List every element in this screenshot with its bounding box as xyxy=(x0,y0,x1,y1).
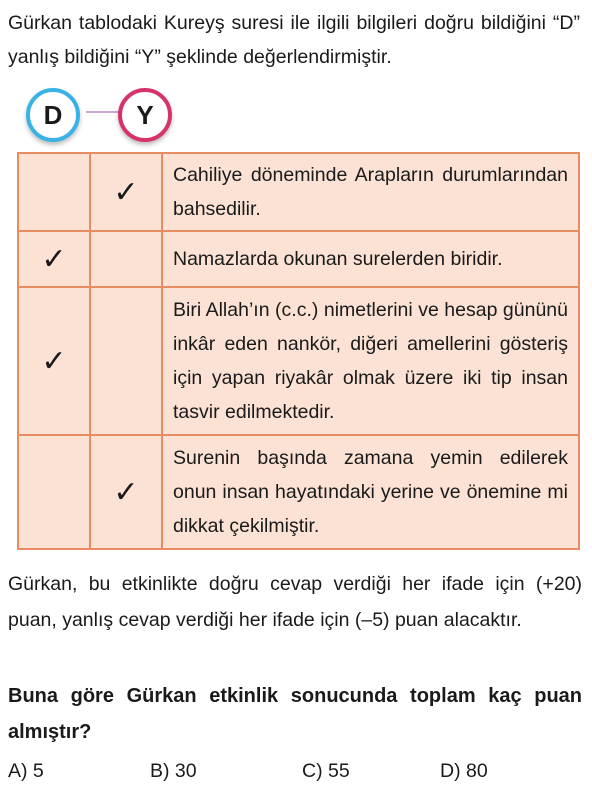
table-row xyxy=(18,231,579,287)
option-d[interactable]: D) 80 xyxy=(440,760,488,782)
d-mark-cell xyxy=(18,435,90,549)
question-prompt: Buna göre Gürkan etkinlik sonucunda toplam kaç puan almıştır? xyxy=(8,685,582,743)
y-mark-cell: ✓ xyxy=(90,435,162,549)
badge-d: D xyxy=(26,88,80,142)
statement-text: Surenin başında zamana yemin edilerek onun insan hayatındaki yerine ve önemine mi dikkat çekilmiştir. xyxy=(162,435,579,549)
d-mark-cell: ✓ xyxy=(18,231,90,287)
d-mark-cell: ✓ xyxy=(18,287,90,435)
option-a[interactable]: A) 5 xyxy=(8,760,44,782)
badge-y: Y xyxy=(118,88,172,142)
y-mark-cell: ✓ xyxy=(90,153,162,231)
table-row xyxy=(18,153,579,231)
d-mark-cell xyxy=(18,153,90,231)
statement-text: Namazlarda okunan surelerden biridir. xyxy=(162,231,579,287)
answer-options xyxy=(8,754,588,788)
y-mark-cell xyxy=(90,231,162,287)
table-row xyxy=(18,287,579,435)
y-mark-cell xyxy=(90,287,162,435)
statements-table xyxy=(17,152,580,550)
statement-text: Cahiliye döneminde Arapların durumlarından bahsedilir. xyxy=(162,153,579,231)
table-row xyxy=(18,435,579,549)
scoring-text: Gürkan, bu etkinlikte doğru cevap verdiği her ifade için (+20) puan, yanlış cevap verdiği her ifade için (–5) puan alacaktır. xyxy=(8,573,582,631)
answer-key-badges xyxy=(22,88,162,144)
option-c[interactable]: C) 55 xyxy=(302,760,350,782)
statement-text: Biri Allah’ın (c.c.) nimetlerini ve hesap gününü inkâr eden nankör, diğeri amellerini gösteriş için yapan riyakâr olmak üzere iki tip insan tasvir edilmektedir. xyxy=(162,287,579,435)
intro-text: Gürkan tablodaki Kureyş suresi ile ilgili bilgileri doğru bildiğini “D” yanlış bildiğini “Y” şeklinde değerlendirmiştir. xyxy=(8,12,580,68)
option-b[interactable]: B) 30 xyxy=(150,760,197,782)
